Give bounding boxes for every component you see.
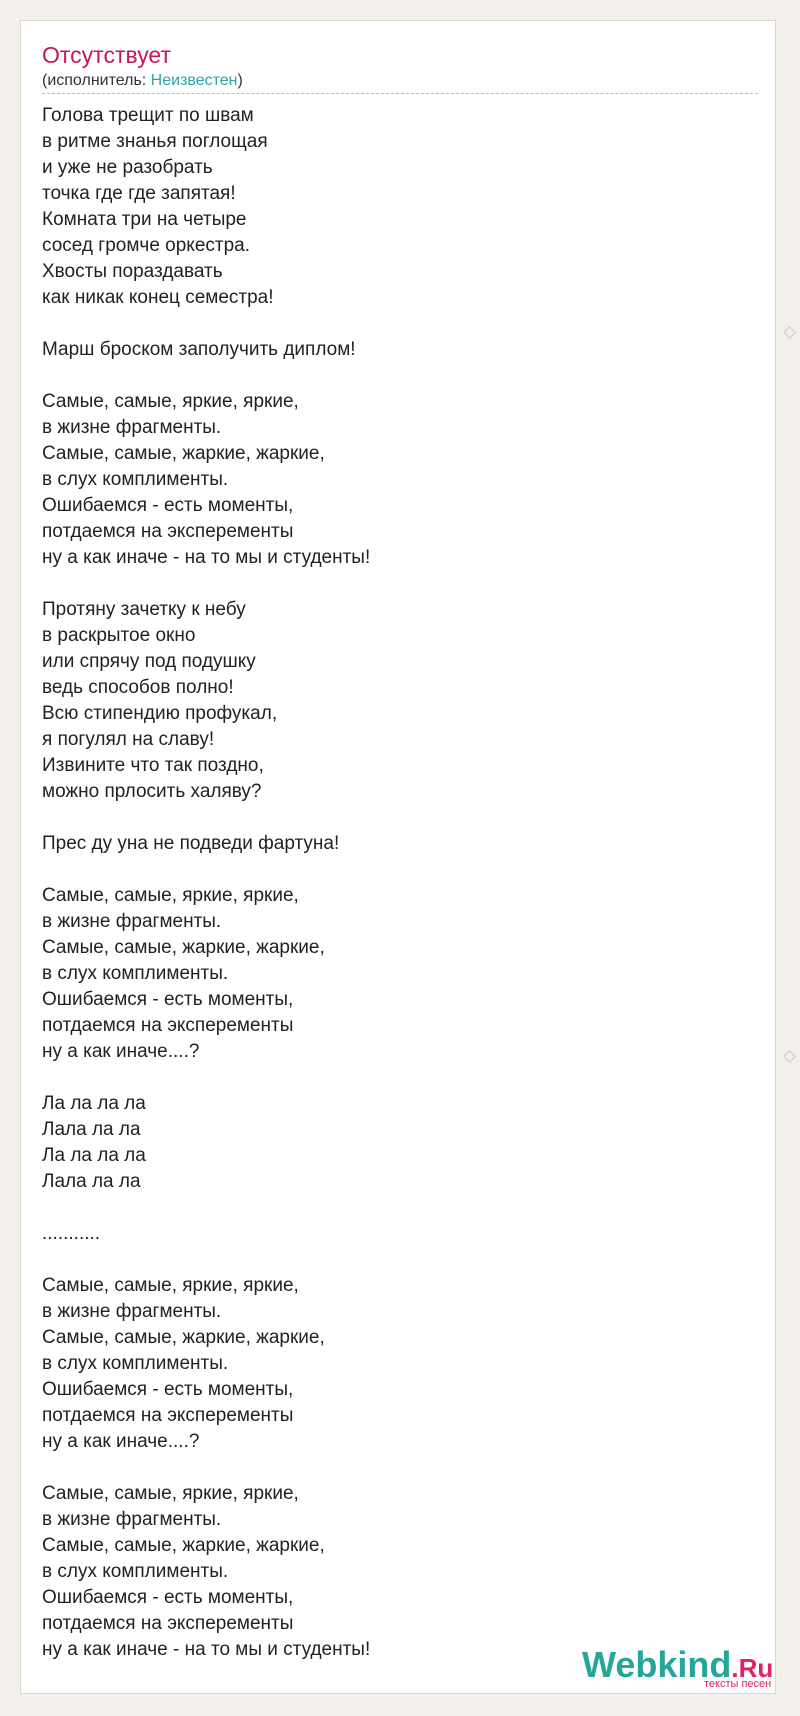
artist-prefix: (исполнитель: (42, 72, 151, 89)
logo-main-text: Webkind (582, 1644, 732, 1685)
song-title: Отсутствует (42, 42, 171, 68)
logo-tagline: тексты песен (703, 1678, 772, 1690)
site-logo[interactable] (582, 1644, 774, 1690)
title-divider (42, 93, 758, 94)
scroll-marker (783, 326, 796, 339)
artist-line (42, 72, 243, 90)
artist-link[interactable]: Неизвестен (150, 72, 238, 89)
scroll-marker (783, 1050, 796, 1063)
artist-suffix: ) (237, 72, 243, 89)
logo-tld: .Ru (731, 1653, 774, 1683)
lyrics-text: Голова трещит по швам в ритме знанья поглощая и уже не разобрать точка где где запятая! Комната три на четыре сосед громче оркестра. Хвосты пораздавать как никак конец семестра! Марш броском заполучить диплом! Самые, самые, яркие, яркие, в жизне фрагменты. Самые, самые, жаркие, жаркие, в слух комплименты. Ошибаемся - есть моменты, потдаемся на эксперементы ну а как иначе - на то мы и студенты! Протяну зачетку к небу в раскрытое окно или спрячу под подушку ведь способов полно! Всю стипендию профукал, я погулял на славу! Извините что так поздно, можно прлосить халяву? Прес ду уна не подведи фартуна! Самые, самые, яркие, яркие, в жизне фрагменты. Самые, самые, жаркие, жаркие, в слух комплименты. Ошибаемся - есть моменты, потдаемся на эксперементы ну а как иначе....? Ла ла ла ла Лала ла ла Ла ла ла ла Лала ла ла ........... Самые, самые, яркие, яркие, в жизне фрагменты. Самые, самые, жаркие, жаркие, в слух комплименты. Ошибаемся - есть моменты, потдаемся на эксперементы ну а как иначе....? Самые, самые, яркие, яркие, в жизне фрагменты. Самые, самые, жаркие, жаркие, в слух комплименты. Ошибаемся - есть моменты, потдаемся на эксперементы ну а как иначе - на то мы и студенты! (42, 105, 371, 1660)
